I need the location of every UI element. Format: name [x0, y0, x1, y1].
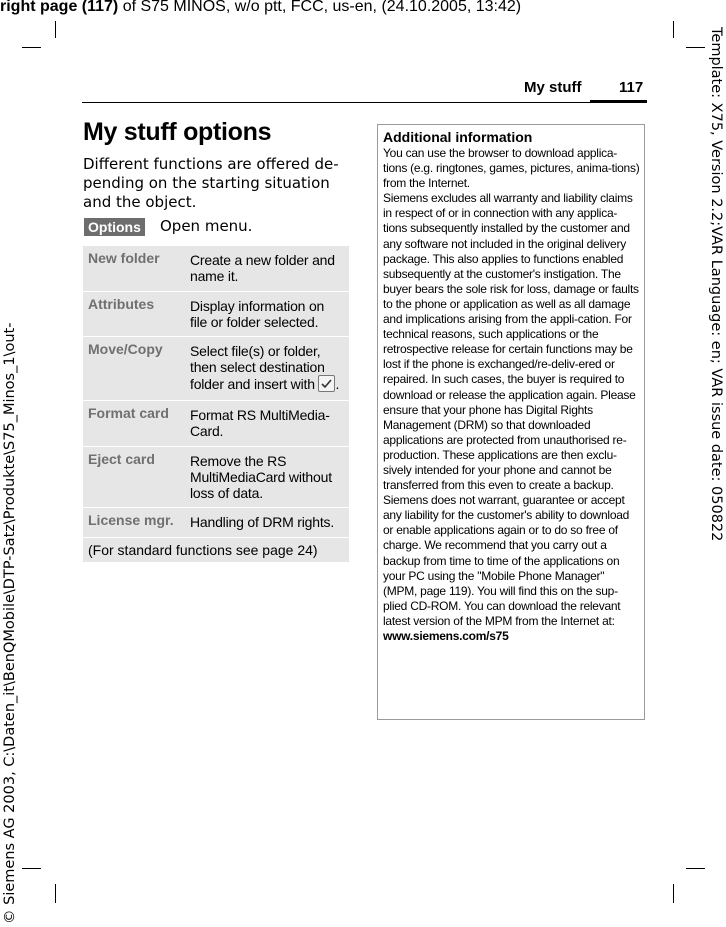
copyright-path-text: © Siemens AG 2003, C:\Daten_it\BenQMobile\DTP-Satz\Produkte\S75_Minos_1\out-: [2, 322, 18, 924]
additional-info-box: [377, 124, 645, 720]
crop-mark: [55, 21, 56, 38]
option-term: Move/Copy: [88, 341, 163, 357]
option-description-wrap: Select file(s) or folder, then select destination folder and insert with .: [190, 343, 340, 392]
crop-mark: [22, 868, 41, 869]
option-description: Handling of DRM rights.: [190, 514, 335, 530]
standard-functions-note: (For standard functions see page 24): [83, 538, 349, 562]
header-rule: [82, 102, 647, 103]
crop-mark: [55, 884, 56, 903]
template-info-text: Template: X75, Version 2.2;VAR Language: en; VAR issue date: 050822: [708, 27, 724, 542]
header-page-bar: [590, 100, 647, 103]
options-table: [83, 246, 349, 562]
crop-mark: [22, 47, 41, 48]
running-header-page-number: 117: [619, 79, 644, 96]
page-title: My stuff options: [83, 118, 272, 146]
option-row-eject-card: [83, 447, 349, 508]
option-term: Attributes: [88, 296, 155, 312]
option-description: Remove the RS MultiMediaCard without loss of data.: [190, 453, 332, 501]
option-term: Format card: [88, 405, 169, 421]
running-header-section: My stuff: [524, 79, 582, 96]
option-term: Eject card: [88, 451, 155, 467]
template-info-sidebar: [702, 0, 726, 927]
options-softkey-description: Open menu.: [160, 217, 253, 235]
print-job-header: [0, 0, 521, 16]
intro-paragraph: Different functions are offered de-pending on the starting situation and the object.: [83, 155, 339, 211]
option-row-new-folder: [83, 246, 349, 292]
option-row-move-copy: [83, 337, 349, 401]
option-term: New folder: [88, 250, 160, 266]
crop-mark: [673, 21, 674, 38]
option-row-license-mgr: [83, 508, 349, 538]
info-paragraph-liability: Siemens excludes all warranty and liability claims in respect of or in connection with any applica-tions subsequently installed by the customer and any software not included in the original delivery package. This also applies to functions enabled subsequently at the customer's instigation. The buyer bears the sole risk for loss, damage or faults to the phone or application as well as all damage and implications arising from the appli-cation. For technical reasons, such applications or the retrospective release for certain functions may be lost if the phone is exchanged/re-deliv-ered or repaired. In such cases, the buyer is required to download or release the application again. Please ensure that your phone has Digital Rights Management (DRM) so that downloaded applications are protected from unauthorised re-production. These applications are then exclu-sively intended for your phone and cannot be transferred from this even to create a backup. Siemens does not warrant, guarantee or accept any liability for the customer's ability to download or enable applications again or to do so free of charge. We recommend that you carry out a backup from time to time of the applications on your PC using the "Mobile Phone Manager" (MPM, page 119). You will find this on the sup-plied CD-ROM. You can download the relevant latest version of the MPM from the Internet at:: [383, 191, 639, 628]
info-box-body: [383, 146, 640, 644]
option-description: Create a new folder and name it.: [190, 252, 335, 284]
siemens-url: www.siemens.com/s75: [383, 629, 509, 643]
options-softkey: Options: [84, 218, 145, 236]
print-job-details: of S75 MINOS, w/o ptt, FCC, us-en, (24.10.2005, 13:42): [118, 0, 522, 15]
option-description: Select file(s) or folder, then select destination folder and insert with: [190, 343, 325, 392]
crop-mark: [673, 884, 674, 903]
option-description: Format RS MultiMedia-Card.: [190, 407, 330, 439]
option-term: License mgr.: [88, 512, 174, 528]
info-paragraph-browser: You can use the browser to download applica-tions (e.g. ringtones, games, pictures, anima-tions) from the Internet.: [383, 146, 640, 191]
print-job-page-ref: right page (117): [0, 0, 119, 15]
checkmark-key-icon: [318, 375, 335, 392]
option-row-format-card: [83, 401, 349, 447]
option-row-attributes: [83, 292, 349, 337]
info-box-title: Additional information: [383, 129, 533, 145]
copyright-path-sidebar: [0, 0, 22, 927]
option-description: Display information on file or folder selected.: [190, 298, 325, 330]
